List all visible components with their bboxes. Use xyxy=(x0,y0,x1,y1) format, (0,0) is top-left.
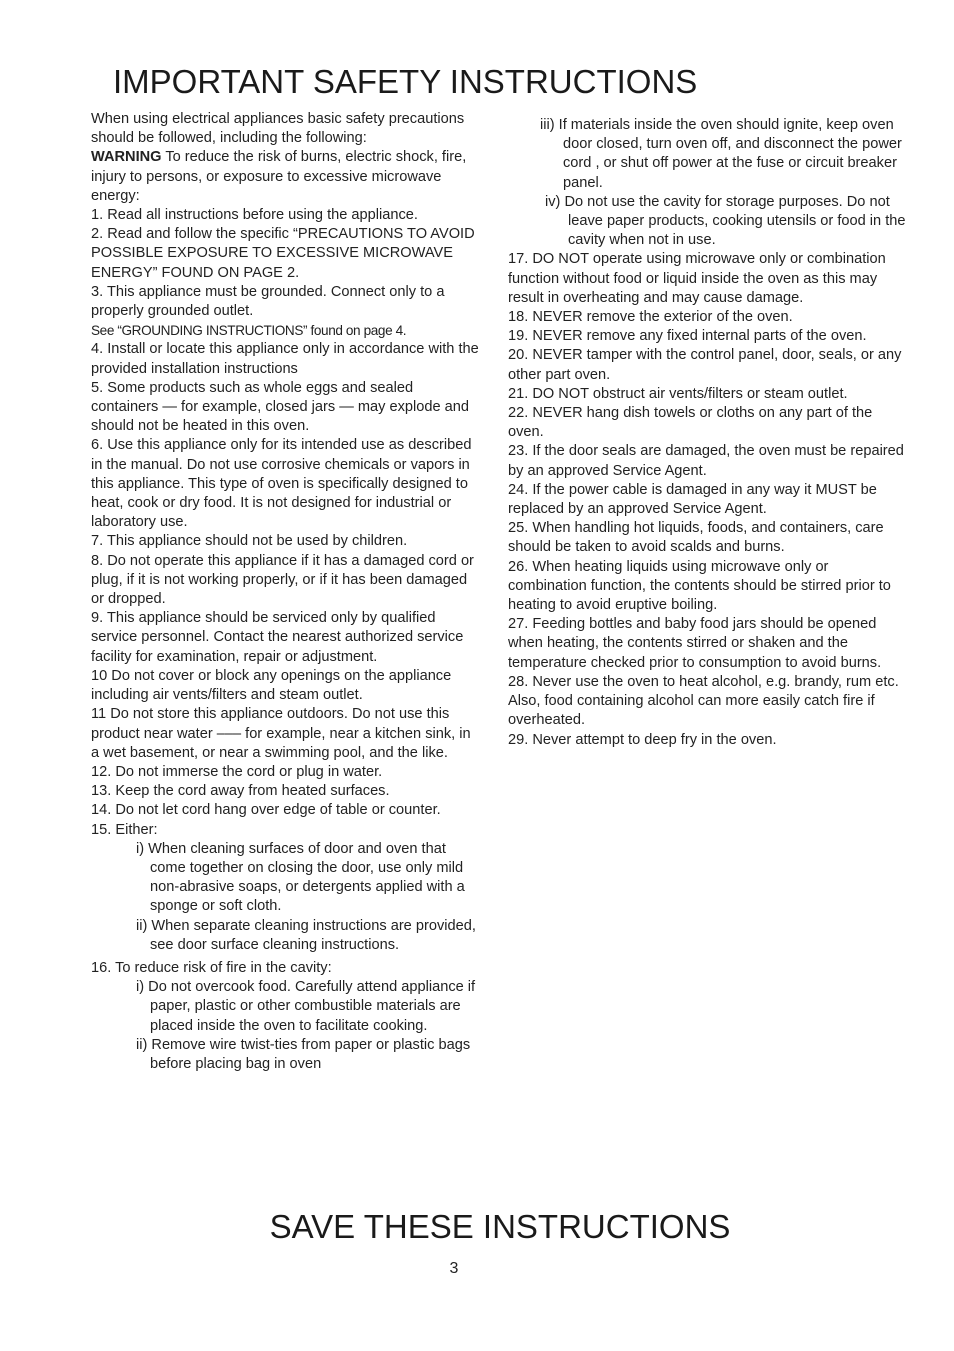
instruction-19: 19. NEVER remove any fixed internal parts of the oven. xyxy=(508,328,867,345)
instruction-16-i: i) Do not overcook food. Carefully attend appliance if paper, plastic or other combustible materials are placed inside the oven to facilitate cooking. xyxy=(136,979,476,1034)
warning-label: WARNING xyxy=(91,149,162,166)
instruction-16-ii: ii) Remove wire twist-ties from paper or plastic bags before placing bag in oven xyxy=(136,1036,471,1072)
instruction-15: 15. Either: xyxy=(91,821,158,838)
instruction-4: 4. Install or locate this appliance only in accordance with the provided installation instructions xyxy=(91,341,479,377)
instruction-11: 11 Do not store this appliance outdoors. Do not use this product near water ––– for example, near a kitchen sink, in a wet basement, or near a swimming pool, and the like. xyxy=(91,706,471,761)
instruction-15-i: i) When cleaning surfaces of door and oven that come together on closing the door, use only mild non-abrasive soaps, or detergents applied with a sponge or soft cloth. xyxy=(136,840,465,915)
instruction-6: 6. Use this appliance only for its intended use as described in the manual. Do not use corrosive chemicals or vapors in this appliance. This type of oven is specifically designed to heat, cook or dry food. It is not designed for industrial or laboratory use. xyxy=(91,437,472,531)
instruction-28: 28. Never use the oven to heat alcohol, e.g. brandy, rum etc. Also, food containing alcohol can more easily catch fire if overheated. xyxy=(508,673,899,729)
page-title: IMPORTANT SAFETY INSTRUCTIONS xyxy=(113,63,698,100)
instruction-2: 2. Read and follow the specific “PRECAUTIONS TO AVOID POSSIBLE EXPOSURE TO EXCESSIVE MICROWAVE ENERGY” FOUND ON PAGE 2. xyxy=(91,226,475,281)
instruction-17: 17. DO NOT operate using microwave only or combination function without food or liquid inside the oven as this may result in overheating and may cause damage. xyxy=(508,251,886,306)
instruction-25: 25. When handling hot liquids, foods, and containers, care should be taken to avoid scalds and burns. xyxy=(508,520,884,556)
instruction-23: 23. If the door seals are damaged, the oven must be repaired by an approved Service Agent. xyxy=(508,443,904,479)
save-instructions-title: SAVE THESE INSTRUCTIONS xyxy=(269,1208,731,1245)
instruction-16: 16. To reduce risk of fire in the cavity: xyxy=(91,959,332,976)
instruction-9: 9. This appliance should be serviced only by qualified service personnel. Contact the nearest authorized service facility for examination, repair or adjustment. xyxy=(91,610,464,665)
instruction-13: 13. Keep the cord away from heated surfaces. xyxy=(91,783,390,800)
instruction-14: 14. Do not let cord hang over edge of table or counter. xyxy=(91,802,441,819)
instruction-18: 18. NEVER remove the exterior of the oven. xyxy=(508,309,793,326)
instruction-3: 3. This appliance must be grounded. Connect only to a properly grounded outlet. xyxy=(91,283,445,320)
instruction-22: 22. NEVER hang dish towels or cloths on any part of the oven. xyxy=(508,405,873,441)
instruction-27: 27. Feeding bottles and baby food jars should be opened when heating, the contents stirred or shaken and the temperature checked prior to consumption to avoid burns. xyxy=(508,616,882,671)
instruction-8: 8. Do not operate this appliance if it has a damaged cord or plug, if it is not working properly, or if it has been damaged or dropped. xyxy=(91,552,474,608)
left-column xyxy=(91,110,481,1074)
instruction-16-iv: iv) Do not use the cavity for storage purposes. Do not leave paper products, cooking utensils or food in the cavity when not in use. xyxy=(545,193,906,249)
instruction-7: 7. This appliance should not be used by children. xyxy=(91,533,408,550)
instruction-16-iii: iii) If materials inside the oven should ignite, keep oven door closed, turn oven off, and disconnect the power cord , or shut off power at the fuse or circuit breaker panel. xyxy=(540,117,902,191)
warning-text: To reduce the risk of burns, electric shock, fire, injury to persons, or exposure to excessive microwave energy: xyxy=(91,149,467,204)
instruction-21: 21. DO NOT obstruct air vents/filters or steam outlet. xyxy=(508,385,848,402)
intro-text: When using electrical appliances basic safety precautions should be followed, including the following: xyxy=(91,111,465,147)
instruction-20: 20. NEVER tamper with the control panel, door, seals, or any other part oven. xyxy=(508,347,902,383)
right-column xyxy=(508,116,908,750)
instruction-12: 12. Do not immerse the cord or plug in water. xyxy=(91,763,383,780)
instruction-15-ii: ii) When separate cleaning instructions are provided, see door surface cleaning instructions. xyxy=(136,917,476,953)
instruction-1: 1. Read all instructions before using the appliance. xyxy=(91,207,418,224)
instruction-10: 10 Do not cover or block any openings on the appliance including air vents/filters and steam outlet. xyxy=(91,667,452,704)
page-number: 3 xyxy=(449,1260,459,1277)
instruction-26: 26. When heating liquids using microwave only or combination function, the contents should be stirred prior to heating to avoid eruptive boiling. xyxy=(508,558,891,614)
instruction-5: 5. Some products such as whole eggs and sealed containers — for example, closed jars — may explode and should not be heated in this oven. xyxy=(91,379,469,435)
warning-paragraph xyxy=(91,148,481,206)
instruction-24: 24. If the power cable is damaged in any way it MUST be replaced by an approved Service Agent. xyxy=(508,481,877,518)
instruction-29: 29. Never attempt to deep fry in the oven. xyxy=(508,731,777,748)
instruction-3-note: See “GROUNDING INSTRUCTIONS” found on page 4. xyxy=(91,323,407,339)
